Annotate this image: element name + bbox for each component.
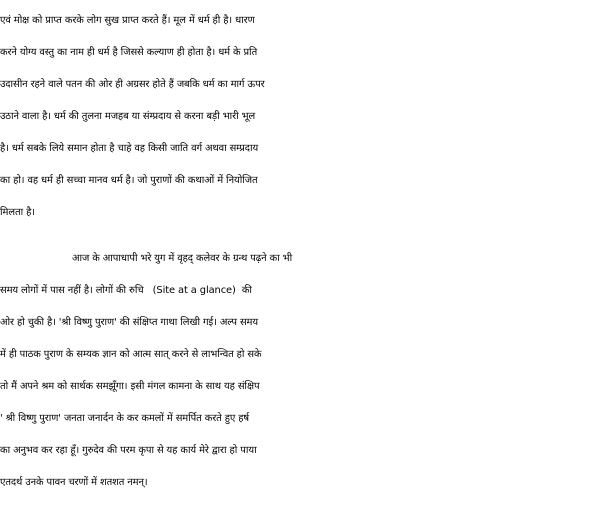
text-line: एवं मोक्ष को प्राप्त करके लोग सुख प्राप्त करते हैं। मूल में धर्म ही है। धारण: [0, 15, 255, 26]
text-line: है। धर्म सबके लिये समान होता है चाहे वह किसी जाति वर्ग अथवा सम्प्रदाय: [0, 143, 259, 154]
text-line: आज के आपाधापी भरे युग में वृहद् कलेवर के ग्रन्थ पढ़ने का भी: [72, 253, 293, 264]
text-line: ओर हो चुकी है। 'श्री विष्णु पुराण' की संक्षिप्त गाथा लिखी गई। अल्प समय: [0, 317, 258, 328]
text-line: का हो। वह धर्म ही सच्चा मानव धर्म है। जो पुराणों की कथाओं में नियोजित: [0, 175, 258, 186]
text-line: उठाने वाला है। धर्म की तुलना मजहब या संम्प्रदाय से करना बड़ी भारी भूल: [0, 111, 256, 122]
text-line: समय लोगों में पास नहीं है। लोगों की रुचि (Site at a glance) की: [0, 285, 252, 296]
text-line: ' श्री विष्णु पुराण' जनता जनार्दन के कर कमलों में समर्पित करते हुए हर्ष: [0, 413, 250, 424]
text-line: एतदर्थ उनके पावन चरणों में शतशत नमन्।: [0, 477, 148, 488]
text-line: करने योग्य वस्तु का नाम ही धर्म है जिससे कल्याण ही होता है। धर्म के प्रति: [0, 47, 258, 58]
text-line: उदासीन रहने वाले पतन की ओर ही अग्रसर होते हैं जबकि धर्म का मार्ग ऊपर: [0, 79, 265, 90]
text-line: का अनुभव कर रहा हूँ। गुरुदेव की परम कृपा से यह कार्य मेरे द्वारा हो पाया: [0, 445, 257, 456]
text-line: मिलता है।: [0, 207, 35, 218]
text-line: तो मैं अपने श्रम को सार्थक समझूँगा। इसी मंगल कामना के साथ यह संक्षिप: [0, 381, 260, 392]
text-line: में ही पाठक पुराण के सम्यक ज्ञान को आत्म सात् करने से लाभन्वित हो सके: [0, 349, 262, 360]
